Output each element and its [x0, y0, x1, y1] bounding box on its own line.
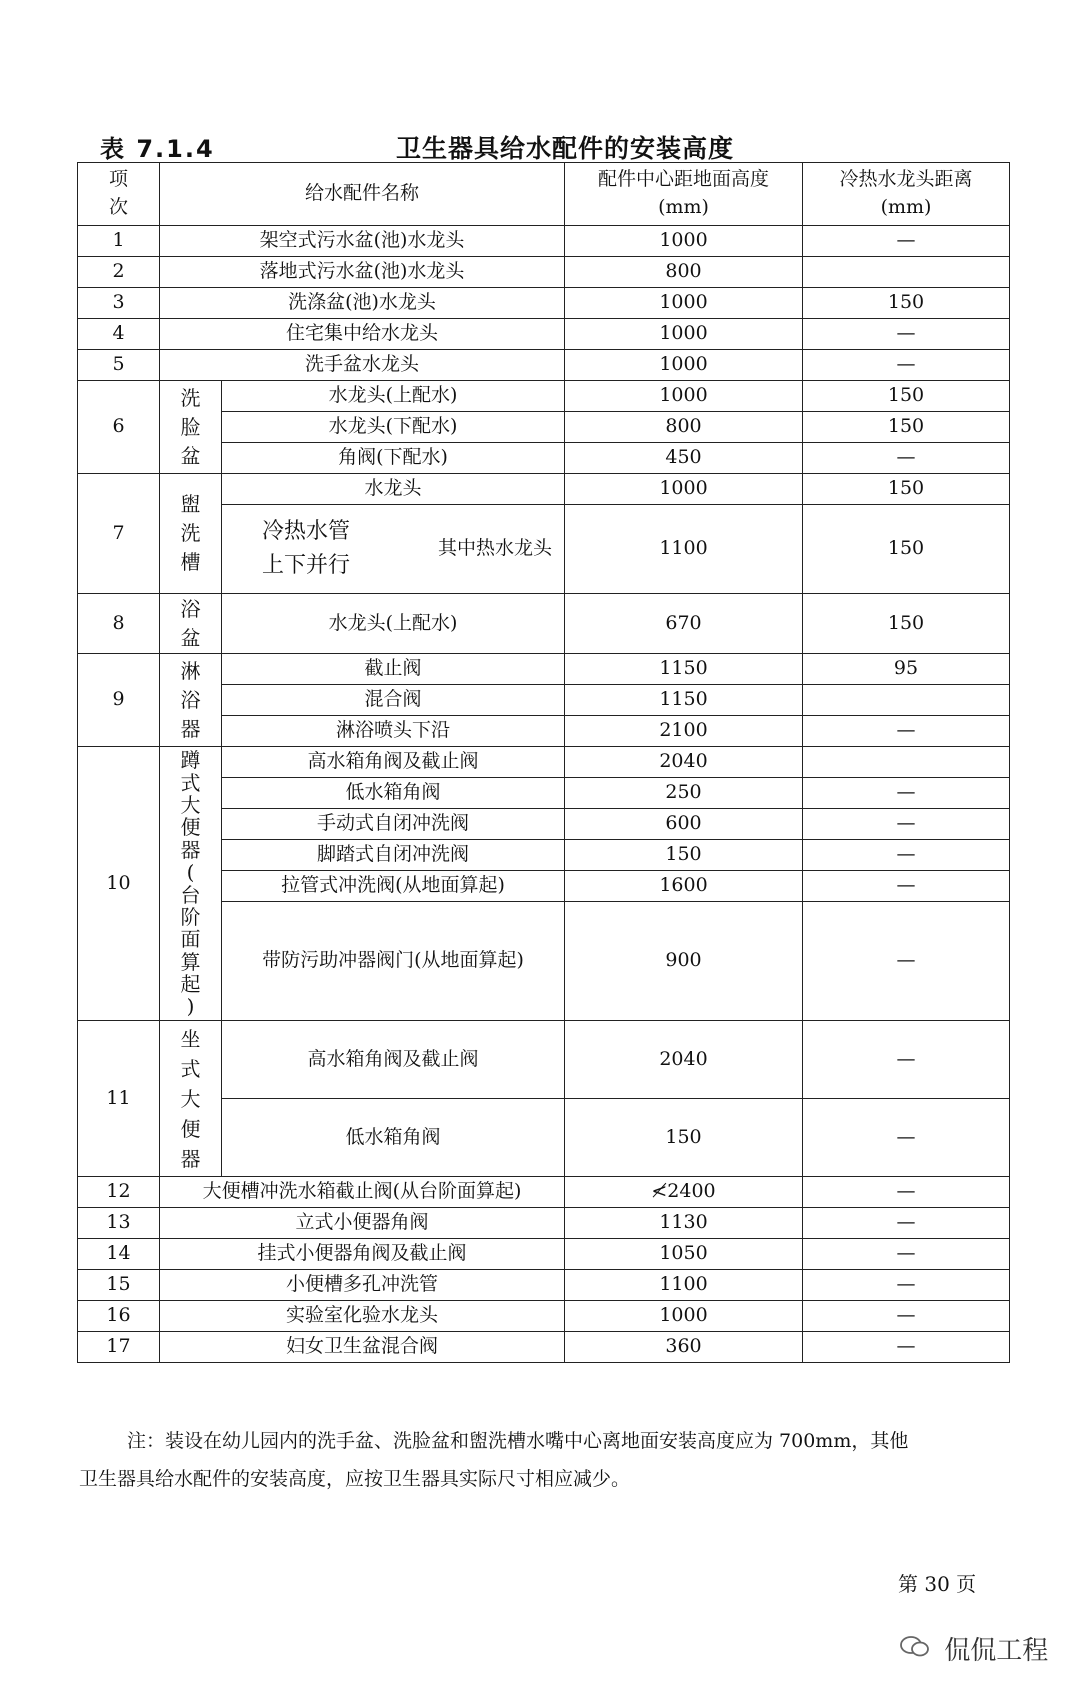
distance-value: —: [803, 1177, 1010, 1208]
table-row: [78, 1177, 1010, 1208]
distance-value: —: [803, 319, 1010, 350]
fitting-sub-name: 其中热水龙头: [438, 537, 553, 560]
height-value: 1150: [565, 654, 803, 685]
chat-bubble-icon: [900, 1635, 930, 1665]
fitting-name: 带防污助冲器阀门(从地面算起): [222, 902, 565, 1021]
fitting-name: 妇女卫生盆混合阀: [160, 1332, 565, 1363]
height-value: 150: [565, 1099, 803, 1177]
height-value: 1000: [565, 319, 803, 350]
fitting-name: 洗涤盆(池)水龙头: [160, 288, 565, 319]
height-value: 900: [565, 902, 803, 1021]
table-row: [78, 226, 1010, 257]
fitting-name: 水龙头: [222, 474, 565, 505]
height-value: 1050: [565, 1239, 803, 1270]
table-row: [78, 350, 1010, 381]
height-value: 1000: [565, 288, 803, 319]
table-row: [78, 1270, 1010, 1301]
distance-value: —: [803, 1332, 1010, 1363]
group-label: 浴 盆: [160, 594, 222, 654]
item-no: 7: [78, 474, 160, 594]
table-row: [78, 1021, 1010, 1099]
height-value: 2040: [565, 747, 803, 778]
fitting-name: 落地式污水盆(池)水龙头: [160, 257, 565, 288]
height-value: 600: [565, 809, 803, 840]
height-value: 800: [565, 412, 803, 443]
item-no: 2: [78, 257, 160, 288]
item-no: 4: [78, 319, 160, 350]
table-title: 卫生器具给水配件的安装高度: [396, 134, 735, 163]
height-value: 1600: [565, 871, 803, 902]
fitting-name: 架空式污水盆(池)水龙头: [160, 226, 565, 257]
distance-value: 95: [803, 654, 1010, 685]
fitting-name: 水龙头(下配水): [222, 412, 565, 443]
table-row: [78, 747, 1010, 778]
pipe-layout-label: 冷热水管: [262, 519, 351, 544]
table-caption: [100, 125, 1000, 165]
height-value: 2100: [565, 716, 803, 747]
watermark-text: 侃侃工程: [944, 1636, 1049, 1666]
distance-value: 150: [803, 381, 1010, 412]
height-value: 670: [565, 594, 803, 654]
item-no: 15: [78, 1270, 160, 1301]
fitting-name: 低水箱角阀: [222, 1099, 565, 1177]
item-no: 12: [78, 1177, 160, 1208]
distance-value: [803, 685, 1010, 716]
height-value: 1100: [565, 505, 803, 594]
fitting-name: 截止阀: [222, 654, 565, 685]
note-line: 卫生器具给水配件的安装高度，应按卫生器具实际尺寸相应减少。: [79, 1468, 631, 1490]
item-no: 8: [78, 594, 160, 654]
distance-value: —: [803, 1301, 1010, 1332]
fitting-name: 水龙头(上配水): [222, 381, 565, 412]
fitting-name: 高水箱角阀及截止阀: [222, 1021, 565, 1099]
fitting-name: 混合阀: [222, 685, 565, 716]
item-no: 6: [78, 381, 160, 474]
fitting-name: 淋浴喷头下沿: [222, 716, 565, 747]
height-value: 150: [565, 840, 803, 871]
distance-value: —: [803, 902, 1010, 1021]
header-fitting-name: 给水配件名称: [160, 163, 565, 226]
height-value: 1000: [565, 474, 803, 505]
table-row: [78, 319, 1010, 350]
table-row: [78, 594, 1010, 654]
fitting-name: 手动式自闭冲洗阀: [222, 809, 565, 840]
group-label: 盥 洗 槽: [160, 474, 222, 594]
item-no: 17: [78, 1332, 160, 1363]
item-no: 11: [78, 1021, 160, 1177]
distance-value: —: [803, 1021, 1010, 1099]
table-number: 表 7.1.4: [100, 135, 215, 163]
fitting-name: 立式小便器角阀: [160, 1208, 565, 1239]
pipe-layout-label: 上下并行: [262, 553, 351, 578]
height-value: 1000: [565, 350, 803, 381]
distance-value: 150: [803, 412, 1010, 443]
group-label: 蹲 式 大 便 器 ( 台 阶 面 算 起 ): [160, 747, 222, 1021]
fitting-name: 高水箱角阀及截止阀: [222, 747, 565, 778]
table-row: [78, 381, 1010, 412]
table-row: [78, 654, 1010, 685]
height-value: 450: [565, 443, 803, 474]
height-value: 1000: [565, 1301, 803, 1332]
height-value: 2040: [565, 1021, 803, 1099]
distance-value: —: [803, 1208, 1010, 1239]
header-height: 配件中心距地面高度 (mm): [565, 163, 803, 226]
header-row: [78, 163, 1010, 226]
distance-value: [803, 747, 1010, 778]
distance-value: 150: [803, 505, 1010, 594]
distance-value: —: [803, 778, 1010, 809]
group-label: 洗 脸 盆: [160, 381, 222, 474]
table-row: [78, 288, 1010, 319]
fitting-name: 实验室化验水龙头: [160, 1301, 565, 1332]
distance-value: —: [803, 716, 1010, 747]
distance-value: 150: [803, 474, 1010, 505]
height-value: 360: [565, 1332, 803, 1363]
fitting-name: 住宅集中给水龙头: [160, 319, 565, 350]
fitting-name: 角阀(下配水): [222, 443, 565, 474]
height-value: 1100: [565, 1270, 803, 1301]
distance-value: —: [803, 1270, 1010, 1301]
fitting-name: 脚踏式自闭冲洗阀: [222, 840, 565, 871]
group-label: 坐 式 大 便 器: [160, 1021, 222, 1177]
installation-height-table: [77, 162, 1010, 1363]
fitting-name: 小便槽多孔冲洗管: [160, 1270, 565, 1301]
distance-value: —: [803, 871, 1010, 902]
distance-value: 150: [803, 594, 1010, 654]
table-note: [79, 1422, 1009, 1498]
table-row: [78, 257, 1010, 288]
distance-value: —: [803, 809, 1010, 840]
height-value: ≮2400: [565, 1177, 803, 1208]
fitting-name: 拉管式冲洗阀(从地面算起): [222, 871, 565, 902]
fitting-name: 大便槽冲洗水箱截止阀(从台阶面算起): [160, 1177, 565, 1208]
item-no: 16: [78, 1301, 160, 1332]
fitting-name: 洗手盆水龙头: [160, 350, 565, 381]
height-value: 250: [565, 778, 803, 809]
table-row: [78, 1332, 1010, 1363]
item-no: 13: [78, 1208, 160, 1239]
distance-value: —: [803, 350, 1010, 381]
fitting-name: 低水箱角阀: [222, 778, 565, 809]
table-row: [78, 1239, 1010, 1270]
watermark: [900, 1630, 1048, 1667]
item-no: 10: [78, 747, 160, 1021]
group-label: 淋 浴 器: [160, 654, 222, 747]
height-value: 800: [565, 257, 803, 288]
height-value: 1000: [565, 226, 803, 257]
table-row: [78, 1208, 1010, 1239]
item-no: 5: [78, 350, 160, 381]
item-no: 3: [78, 288, 160, 319]
distance-value: —: [803, 840, 1010, 871]
table-row: [78, 474, 1010, 505]
height-value: 1130: [565, 1208, 803, 1239]
item-no: 1: [78, 226, 160, 257]
height-value: 1150: [565, 685, 803, 716]
distance-value: 150: [803, 288, 1010, 319]
fitting-name: [222, 505, 565, 594]
note-line: 注：装设在幼儿园内的洗手盆、洗脸盆和盥洗槽水嘴中心离地面安装高度应为 700mm，其他: [127, 1430, 909, 1452]
distance-value: —: [803, 443, 1010, 474]
distance-value: —: [803, 1239, 1010, 1270]
height-value: 1000: [565, 381, 803, 412]
header-distance: 冷热水龙头距离 (mm): [803, 163, 1010, 226]
item-no: 14: [78, 1239, 160, 1270]
distance-value: —: [803, 226, 1010, 257]
distance-value: [803, 257, 1010, 288]
item-no: 9: [78, 654, 160, 747]
table-row: [78, 1301, 1010, 1332]
fitting-name: 挂式小便器角阀及截止阀: [160, 1239, 565, 1270]
page-number: 第 30 页: [898, 1572, 977, 1596]
fitting-name: 水龙头(上配水): [222, 594, 565, 654]
distance-value: —: [803, 1099, 1010, 1177]
header-item-no: 项 次: [78, 163, 160, 226]
